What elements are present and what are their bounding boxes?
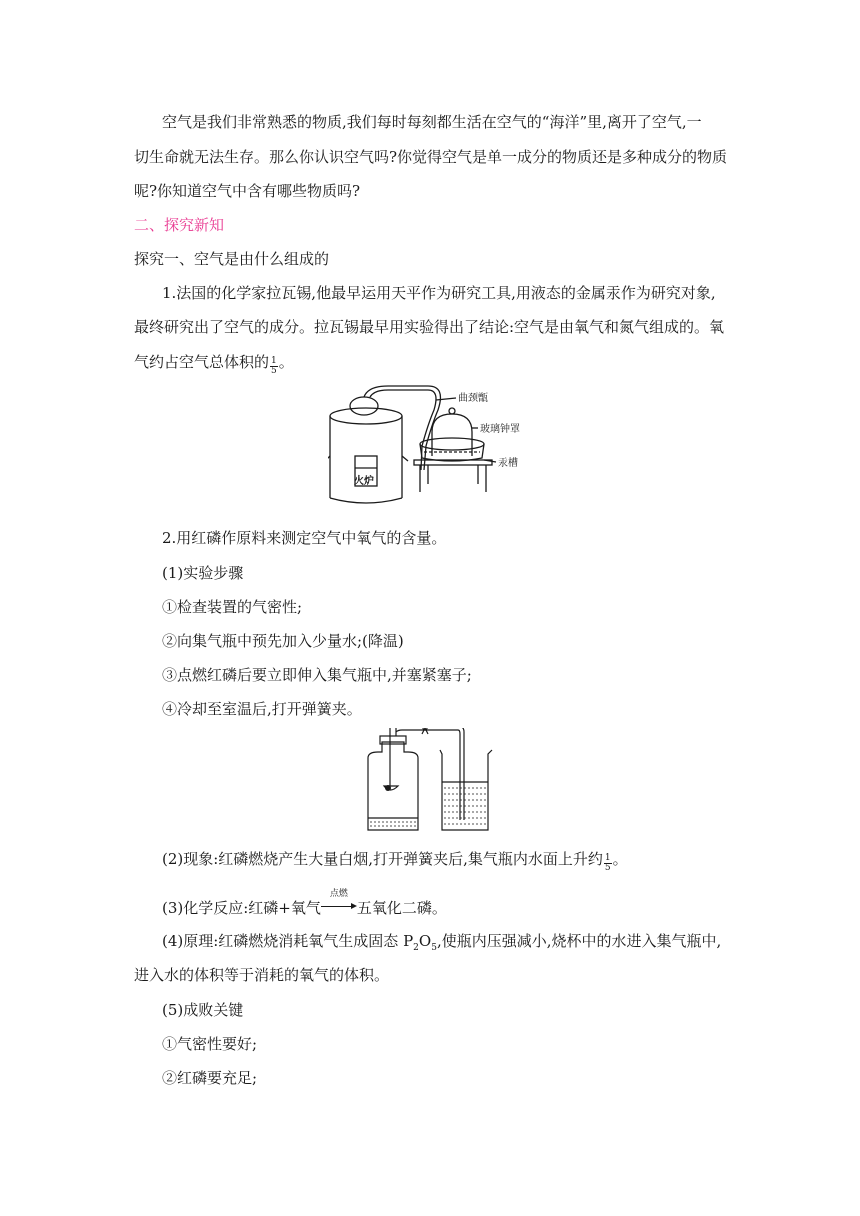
intro-line-2: 切生命就无法生存。那么你认识空气吗?你觉得空气是单一成分的物质还是多种成分的物质 [134, 148, 728, 166]
ignite-arrow [321, 889, 357, 913]
inquiry-1-para-line-1: 1.法国的化学家拉瓦锡,他最早运用天平作为研究工具,用液态的金属汞作为研究对象, [162, 284, 716, 302]
red-phosphorus-apparatus-figure [358, 728, 506, 836]
inquiry-2-title: 2.用红磷作原料来测定空气中氧气的含量。 [162, 529, 447, 547]
inquiry-1-para-line-2: 最终研究出了空气的成分。拉瓦锡最早用实验得出了结论:空气是由氧气和氮气组成的。氧 [134, 318, 725, 336]
principle-line-2: 进入水的体积等于消耗的氧气的体积。 [134, 966, 390, 984]
label-mercury-trough: 汞槽 [498, 458, 518, 469]
inquiry-1-title: 探究一、空气是由什么组成的 [134, 250, 330, 268]
principle-line-1: (4)原理:红磷燃烧消耗氧气生成固态 $P_2O_5$,使瓶内压强减小,烧杯中的水进入集气瓶中, [162, 932, 722, 953]
intro-line-1: 空气是我们非常熟悉的物质,我们每时每刻都生活在空气的“海洋”里,离开了空气,一 [162, 113, 702, 131]
section-heading: 二、探究新知 [134, 216, 225, 234]
label-furnace: 火炉 [354, 476, 374, 487]
ignite-condition-label: 点燃 [329, 889, 348, 899]
step-3: ③点燃红磷后要立即伸入集气瓶中,并塞紧塞子; [162, 666, 472, 684]
oxygen-fraction-text: 气约占空气总体积的 [134, 353, 270, 371]
step-4: ④冷却至室温后,打开弹簧夹。 [162, 700, 362, 718]
step-2: ②向集气瓶中预先加入少量水;(降温) [162, 632, 404, 650]
label-bell-jar: 玻璃钟罩 [480, 424, 520, 435]
phenomenon-line: (2)现象:红磷燃烧产生大量白烟,打开弹簧夹后,集气瓶内水面上升约 $\frac{1}{5}$ 。 [162, 850, 628, 873]
fraction-one-fifth: $\frac{1}{5}$ [271, 356, 277, 376]
reaction-line: (3)化学反应:红磷+氧气 点燃 五氧化二磷。 [162, 889, 447, 917]
step-1: ①检查装置的气密性; [162, 598, 303, 616]
keys-heading: (5)成败关键 [162, 1001, 244, 1019]
key-2: ②红磷要充足; [162, 1069, 258, 1087]
lavoisier-apparatus-figure [328, 384, 532, 512]
intro-line-3: 呢?你知道空气中含有哪些物质吗? [134, 182, 361, 200]
inquiry-1-para-line-3: 气约占空气总体积的 $\frac{1}{5}$ 。 [134, 353, 294, 376]
key-1: ①气密性要好; [162, 1035, 258, 1053]
fraction-one-fifth-2: $\frac{1}{5}$ [604, 853, 611, 873]
steps-heading: (1)实验步骤 [162, 564, 244, 582]
label-retort: 曲颈甑 [458, 393, 488, 404]
